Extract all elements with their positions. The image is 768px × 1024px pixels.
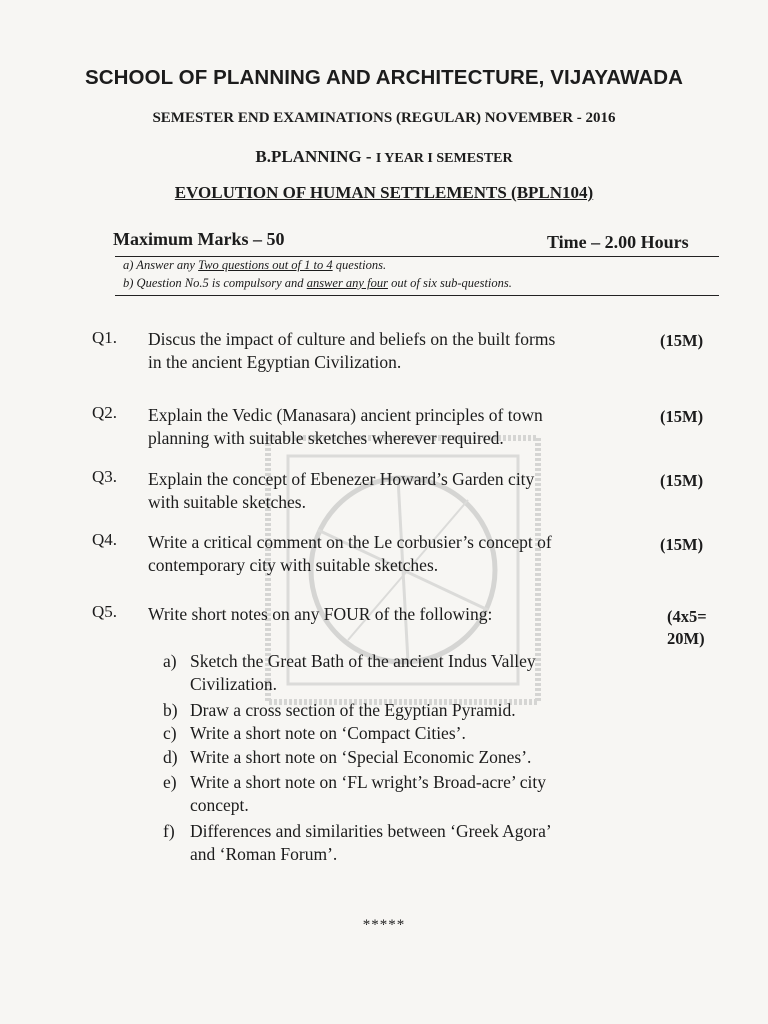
question-line: Write a critical comment on the Le corbusier’s concept of [148, 532, 552, 552]
instruction-b-prefix: b) Question No.5 is compulsory and [123, 276, 307, 290]
sub-line: Differences and similarities between ‘Greek Agora’ [190, 821, 552, 841]
question-line: with suitable sketches. [148, 492, 306, 512]
end-mark: ***** [362, 917, 406, 933]
instruction-b-underline: answer any four [306, 276, 388, 290]
sub-line: Write a short note on ‘Compact Cities’. [190, 723, 466, 743]
question-line: contemporary city with suitable sketches. [148, 555, 439, 575]
instruction-b [123, 276, 512, 291]
question-marks: (15M) [660, 407, 704, 426]
program-main: B.PLANNING [255, 147, 362, 166]
program-separator: - [361, 147, 376, 166]
sub-label: c) [163, 723, 177, 743]
sub-line: Civilization. [190, 674, 278, 694]
rule-top [115, 256, 719, 257]
program-title [0, 147, 768, 167]
sub-line: Draw a cross section of the Egyptian Pyramid. [190, 700, 516, 720]
subject-title: EVOLUTION OF HUMAN SETTLEMENTS (BPLN104) [174, 183, 594, 202]
question-text [148, 531, 552, 577]
question-line: planning with suitable sketches wherever required. [148, 428, 504, 448]
sub-question-a [163, 650, 536, 696]
instruction-a-underline: Two questions out of 1 to 4 [198, 258, 333, 272]
question-text [148, 404, 543, 450]
sub-question-e [163, 771, 546, 817]
instruction-a [123, 258, 386, 273]
sub-line: Write a short note on ‘Special Economic Zones’. [190, 747, 532, 767]
question-number: Q5. [92, 602, 118, 621]
rule-bottom [115, 295, 719, 296]
question-marks: (15M) [660, 331, 704, 350]
sub-question-f [163, 820, 552, 866]
sub-label: d) [163, 747, 178, 767]
question-text: Write short notes on any FOUR of the following: [148, 604, 493, 624]
sub-label: a) [163, 651, 177, 671]
sub-question-c [163, 722, 466, 745]
sub-line: and ‘Roman Forum’. [190, 844, 338, 864]
question-number: Q1. [92, 328, 118, 347]
sub-label: e) [163, 772, 177, 792]
sub-label: f) [163, 821, 175, 841]
instruction-a-prefix: a) Answer any [123, 258, 199, 272]
exam-time: Time – 2.00 Hours [547, 232, 689, 252]
sub-line: Sketch the Great Bath of the ancient Indus Valley [190, 651, 536, 671]
sub-question-d [163, 746, 531, 769]
program-year: I YEAR I SEMESTER [375, 151, 513, 166]
question-line: in the ancient Egyptian Civilization. [148, 352, 402, 372]
question-line: Explain the concept of Ebenezer Howard’s Garden city [148, 469, 535, 489]
question-number: Q4. [92, 530, 118, 549]
question-marks: (15M) [660, 535, 704, 554]
question-text [148, 468, 534, 514]
marks-line: 20M) [667, 629, 705, 648]
question-number: Q2. [92, 403, 118, 422]
question-text [148, 328, 555, 374]
instruction-b-suffix: out of six sub-questions. [387, 276, 512, 290]
sub-line: Write a short note on ‘FL wright’s Broad-acre’ city [190, 772, 546, 792]
question-marks: (15M) [660, 471, 704, 490]
marks-line: (4x5= [667, 607, 707, 626]
sub-question-b [163, 699, 516, 722]
school-title: SCHOOL OF PLANNING AND ARCHITECTURE, VIJAYAWADA [84, 66, 684, 89]
question-line: Explain the Vedic (Manasara) ancient principles of town [148, 405, 543, 425]
max-marks: Maximum Marks – 50 [113, 229, 285, 249]
exam-title: SEMESTER END EXAMINATIONS (REGULAR) NOVEMBER - 2016 [152, 110, 616, 126]
sub-label: b) [163, 700, 178, 720]
question-number: Q3. [92, 467, 118, 486]
instruction-a-suffix: questions. [332, 258, 387, 272]
question-marks [667, 606, 707, 650]
question-line: Discus the impact of culture and beliefs on the built forms [148, 329, 556, 349]
sub-line: concept. [190, 795, 249, 815]
